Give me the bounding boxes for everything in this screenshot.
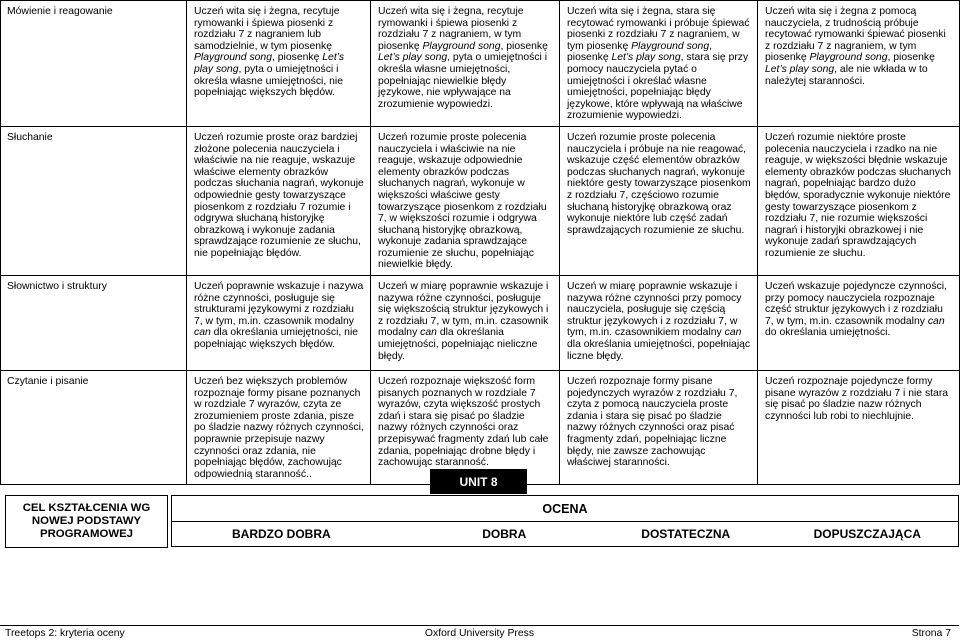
criteria-cell: Uczeń rozpoznaje formy pisane pojedynczych wyrazów z rozdziału 7, czyta z pomocą nauczyciela proste zdania i stara się pisać po śladzie nazwy różnych czynności oraz pisać fragmenty zdań, popełniając liczne błędy, nie zawsze zachowując właściwej staranności. [560, 371, 758, 485]
grade-very-good: BARDZO DOBRA [232, 527, 331, 541]
criteria-cell: Uczeń w miarę poprawnie wskazuje i nazywa różne czynności, posługuje się większością struktur językowych i z rozdziału 7, w tym, m.in. czasownik modalny can dla określania umiejętności, popełniając nieliczne błędy. [371, 276, 560, 371]
learning-goal-line: CEL KSZTAŁCENIA WG [22, 502, 151, 514]
table-row [1, 371, 960, 485]
unit-label: UNIT 8 [430, 469, 527, 494]
page-footer [0, 625, 959, 641]
criteria-cell: Uczeń rozumie niektóre proste polecenia nauczyciela i rzadko na nie reaguje, w większości błędnie wskazuje elementy obrazków podczas słuchanych nagrań, popełniając bardzo dużo błędów, sporadycznie wykonuje niektóre gesty towarzyszące piosenkom z rozdziału 7, nie rozumie większości nagrań i historyjki obrazkowej i nie wykonuje zadań sprawdzających rozumienie ze słuchu. [758, 126, 960, 275]
learning-goal-header [5, 495, 168, 548]
criteria-cell: Uczeń rozumie proste oraz bardziej złożone polecenia nauczyciela i właściwie na nie reaguje, wskazuje właściwe elementy obrazków podczas słuchania nagrań, wykonuje odpowiednie gesty towarzyszące piosenkom z rozdziału 7 rozumie i odgrywa słuchaną historyjkę obrazkową i wykonuje zadania sprawdzające rozumienie ze słuchu, nie popełniając błędów. [187, 126, 371, 275]
criteria-cell: Uczeń wita się i żegna, stara się recytować rymowanki i próbuje śpiewać piosenki z rozdziału 7 z nagraniem, w tym piosenkę Playground song, piosenkę Let’s play song, stara się przy pomocy nauczyciela pytać o umiejętności i określać własne umiejętności, popełniając błędy językowe, które wpływają na właściwe zrozumienie wypowiedzi. [560, 1, 758, 127]
footer-page-number: Strona 7 [911, 628, 951, 639]
footer-publisher: Oxford University Press [424, 628, 535, 639]
criteria-cell: Uczeń rozpoznaje pojedyncze formy pisane wyrazów z rozdziału 7 i nie stara się pisać po śladzie nazw różnych czynności lub robi to niechlujnie. [758, 371, 960, 485]
grade-sufficient: DOPUSZCZAJĄCA [813, 527, 921, 541]
grade-header: OCENA [171, 495, 959, 521]
footer-title: Treetops 2: kryteria oceny [5, 628, 125, 639]
criteria-cell: Uczeń rozpoznaje większość form pisanych poznanych w rozdziale 7 wyrazów, czyta większość prostych zdań i stara się pisać po śladzie nazwy różnych czynności oraz przepisywać fragmenty zdań lub całe zdania, popełniając drobne błędy i zachowując staranność. [371, 371, 560, 485]
criteria-cell: Uczeń wita się i żegna z pomocą nauczyciela, z trudnością próbuje recytować rymowanki śpiewać piosenki z rozdziału 7 z nagraniem, w tym piosenkę Playground song, piosenkę Let’s play song, ale nie wkłada w to należytej staranności. [758, 1, 960, 127]
criteria-cell: Uczeń wita się i żegna, recytuje rymowanki i śpiewa piosenki z rozdziału 7 z nagraniem, w tym piosenkę Playground song, piosenkę Let’s play song, pyta o umiejętności i określa własne umiejętności, popełniając niewielkie błędy językowe, nie wpływające na zrozumienie wypowiedzi. [371, 1, 560, 127]
criteria-cell: Uczeń poprawnie wskazuje i nazywa różne czynności, posługuje się strukturami językowymi z rozdziału 7, w tym, m.in. czasownik modalny can dla określania umiejętności, nie popełniając większych błędów. [187, 276, 371, 371]
criteria-cell: Uczeń bez większych problemów rozpoznaje formy pisane poznanych w rozdziale 7 wyrazów, czyta ze zrozumieniem proste zdania, pisze po śladzie nazwy różnych czynności, poprawnie przepisuje nazwy czynności oraz zdania, nie popełniając błędów, zachowując odpowiednią staranność.. [187, 371, 371, 485]
learning-goal-line: NOWEJ PODSTAWY [31, 515, 142, 527]
criteria-cell: Uczeń rozumie proste polecenia nauczyciela i próbuje na nie reagować, wskazuje część elementów obrazków podczas słuchanych nagrań, wykonuje niektóre gesty towarzyszące piosenkom z rozdziału 7, częściowo rozumie słuchaną historyjkę obrazkową oraz wykonuje niektóre lub część zadań sprawdzających rozumienie ze słuchu. [560, 126, 758, 275]
criteria-cell: Uczeń w miarę poprawnie wskazuje i nazywa różne czynności przy pomocy nauczyciela, posługuje się częścią struktur językowych i z rozdziału 7, w tym, m.in. czasownikiem modalny can dla określania umiejętności, popełniając liczne błędy. [560, 276, 758, 371]
learning-goal-line: PROGRAMOWEJ [39, 528, 134, 540]
criteria-cell: Uczeń wita się i żegna, recytuje rymowanki i śpiewa piosenki z rozdziału 7 z nagraniem lub samodzielnie, w tym piosenkę Playground song, piosenkę Let’s play song, pyta o umiejętności i określa własne umiejętności, nie popełniając większych błędów. [187, 1, 371, 127]
grade-good: DOBRA [482, 527, 527, 541]
table-row [1, 1, 960, 127]
criteria-cell: Uczeń wskazuje pojedyncze czynności, przy pomocy nauczyciela rozpoznaje część struktur językowych i z rozdziału 7, w tym, m.in. czasownik modalny can do określania umiejętności. [758, 276, 960, 371]
table-row [1, 276, 960, 371]
grade-satisfactory: DOSTATECZNA [641, 527, 731, 541]
skill-label: Słuchanie [1, 126, 187, 275]
grade-levels [171, 521, 959, 547]
skill-label: Mówienie i reagowanie [1, 1, 187, 127]
criteria-cell: Uczeń rozumie proste polecenia nauczyciela i właściwie na nie reaguje, wskazuje odpowiednie elementy obrazków podczas słuchanych nagrań, wykonuje w większości właściwe gesty towarzyszące piosenkom z rozdziału 7, w większości rozumie i odgrywa słuchaną historyjkę obrazkową, wykonuje zadania sprawdzające rozumienie ze słuchu, popełniając niewielkie błędy. [371, 126, 560, 275]
skill-label: Czytanie i pisanie [1, 371, 187, 485]
skill-label: Słownictwo i struktury [1, 276, 187, 371]
table-row [1, 126, 960, 275]
